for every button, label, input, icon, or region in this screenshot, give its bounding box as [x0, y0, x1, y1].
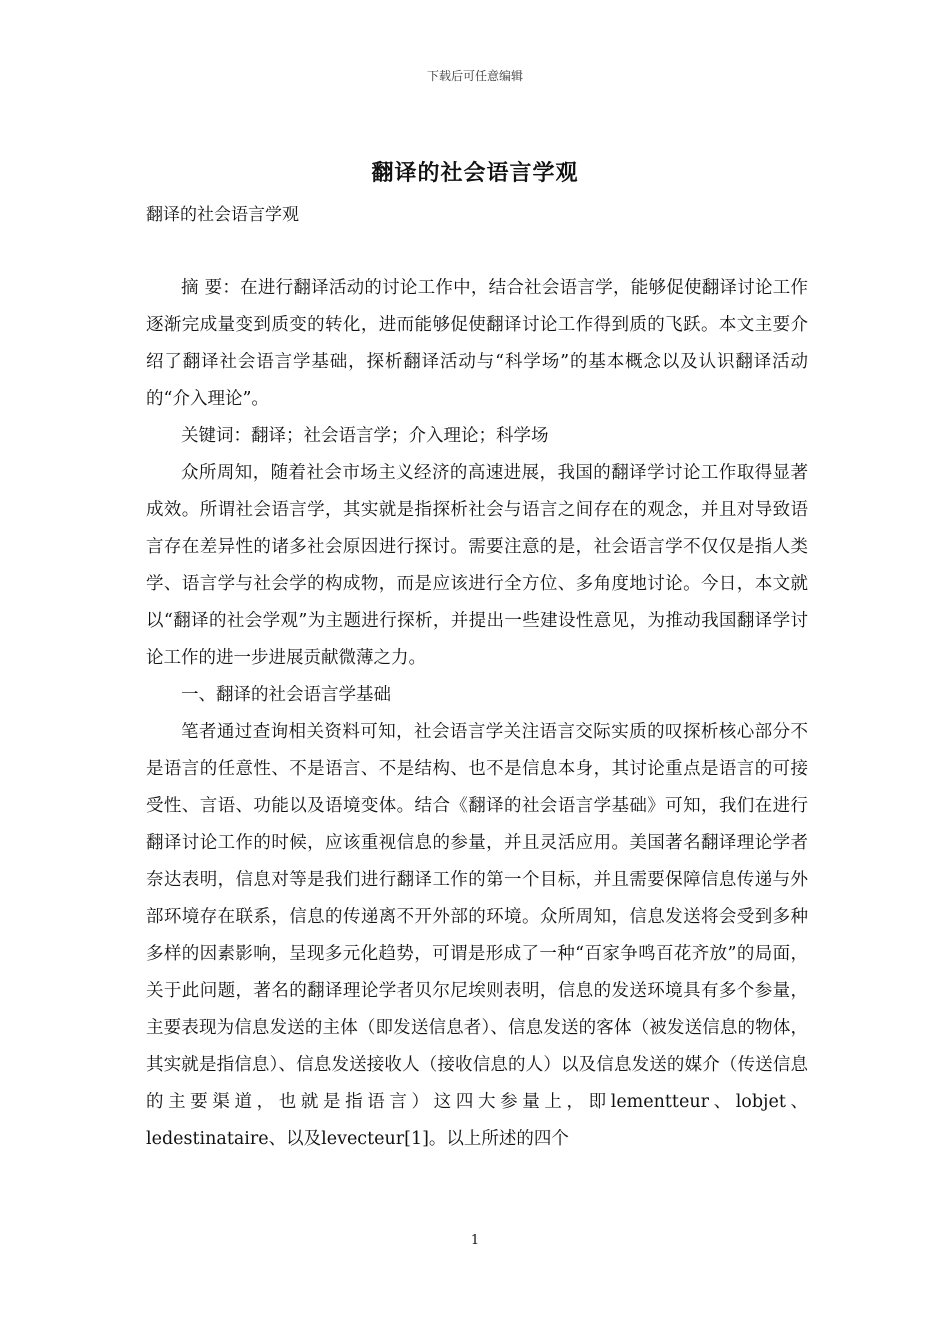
abstract-paragraph: 摘 要：在进行翻译活动的讨论工作中，结合社会语言学，能够促使翻译讨论工作逐渐完成量变到质变的转化，进而能够促使翻译讨论工作得到质的飞跃。本文主要介绍了翻译社会语言学基础，探析翻译活动与“科学场”的基本概念以及认识翻译活动的“介入理论”。	[146, 278, 808, 409]
document-body	[146, 270, 808, 1158]
header-note: 下载后可任意编辑	[426, 69, 523, 83]
section-paragraph: 笔者通过查询相关资料可知，社会语言学关注语言交际实质的叹探析核心部分不是语言的任意性、不是语言、不是结构、也不是信息本身，其讨论重点是语言的可接受性、言语、功能以及语境变体。结合《翻译的社会语言学基础》可知，我们在进行翻译讨论工作的时候，应该重视信息的参量，并且灵活应用。美国著名翻译理论学者奈达表明，信息对等是我们进行翻译工作的第一个目标，并且需要保障信息传递与外部环境存在联系，信息的传递离不开外部的环境。众所周知，信息发送将会受到多种多样的因素影响，呈现多元化趋势，可谓是形成了一种“百家争鸣百花齐放”的局面，关于此问题，著名的翻译理论学者贝尔尼埃则表明，信息的发送环境具有多个参量，主要表现为信息发送的主体（即发送信息者）、信息发送的客体（被发送信息的物体，其实就是指信息）、信息发送接收人（接收信息的人）以及信息发送的媒介（传送信息的主要渠道，也就是指语言）这四大参量上，即lementteur、lobjet、ledestinataire、以及levecteur[1]。以上所述的四个	[146, 722, 808, 1149]
intro-paragraph: 众所周知，随着社会市场主义经济的高速进展，我国的翻译学讨论工作取得显著成效。所谓社会语言学，其实就是指探析社会与语言之间存在的观念，并且对导致语言存在差异性的诸多社会原因进行探讨。需要注意的是，社会语言学不仅仅是指人类学、语言学与社会学的构成物，而是应该进行全方位、多角度地讨论。今日，本文就以“翻译的社会学观”为主题进行探析，并提出一些建设性意见，为推动我国翻译学讨论工作的进一步进展贡献微薄之力。	[146, 463, 808, 668]
page-number: 1	[470, 1233, 480, 1248]
section-heading: 一、翻译的社会语言学基础	[181, 685, 391, 705]
keywords-paragraph: 关键词：翻译；社会语言学；介入理论；科学场	[181, 426, 549, 446]
document-subtitle: 翻译的社会语言学观	[146, 205, 299, 225]
document-title: 翻译的社会语言学观	[371, 160, 579, 186]
